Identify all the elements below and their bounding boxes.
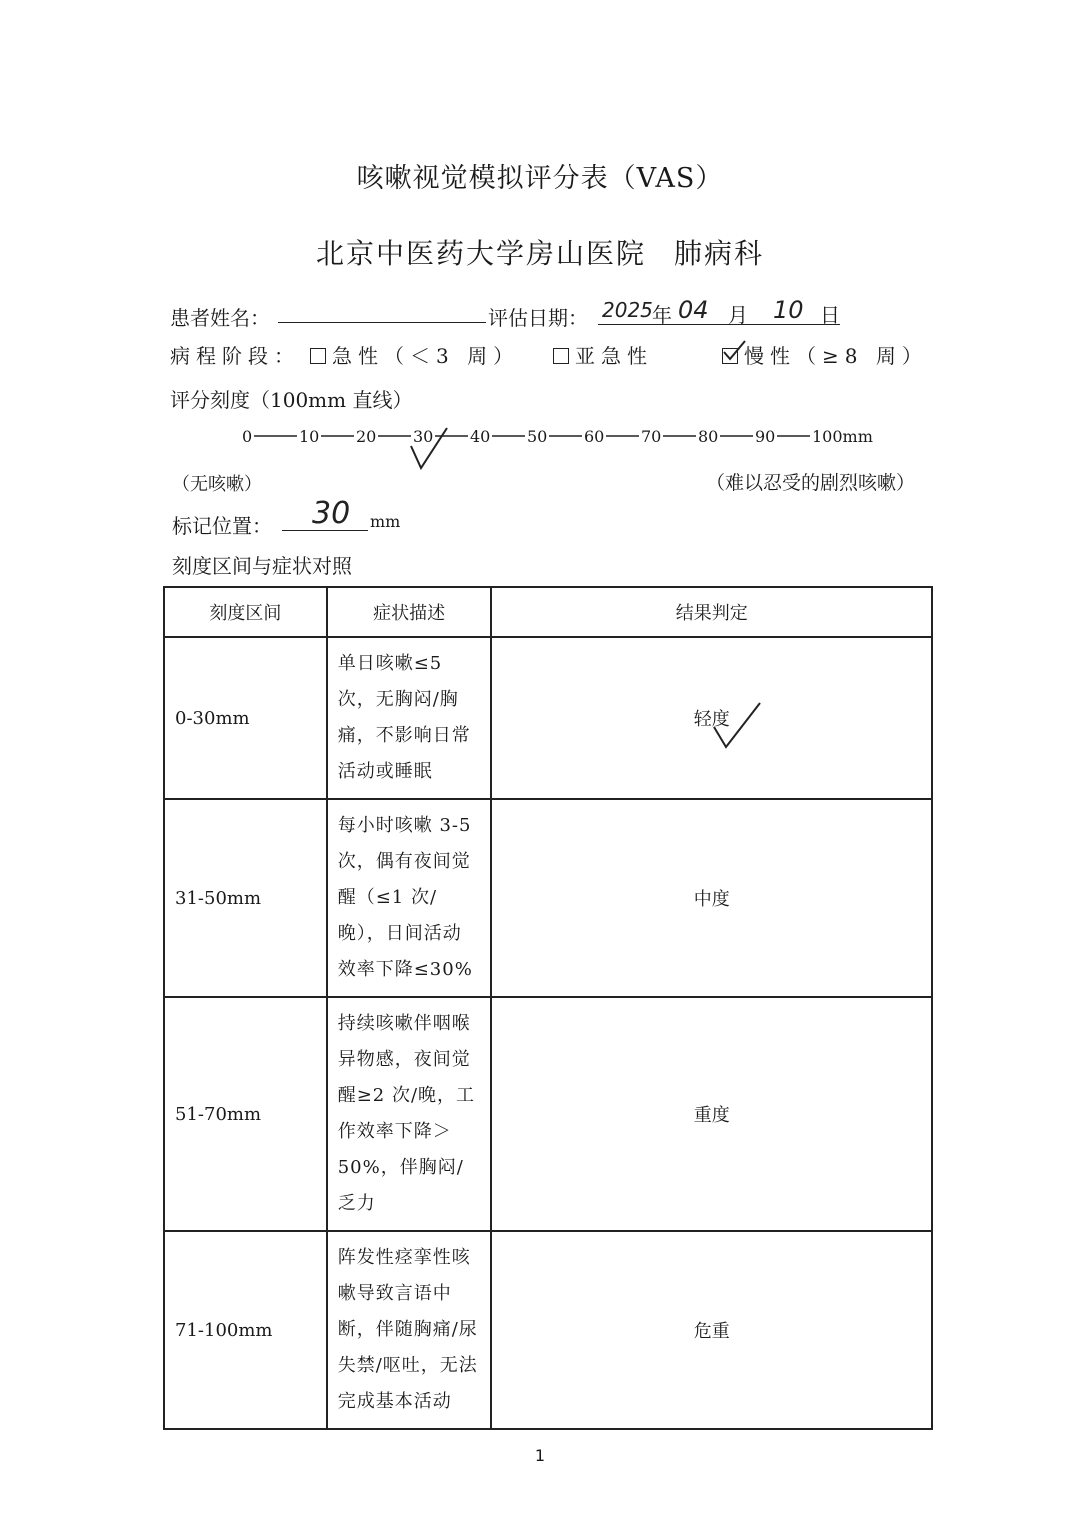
date-month: 04 bbox=[678, 296, 709, 324]
course-stage-row bbox=[170, 340, 928, 369]
course-stage-label: 病程阶段： bbox=[170, 344, 300, 368]
scale-tick-label: 10 bbox=[299, 427, 320, 446]
result-cell[interactable] bbox=[491, 799, 932, 997]
description-cell: 持续咳嗽伴咽喉异物感，夜间觉醒≥2 次/晚，工作效率下降＞50%，伴胸闷/乏力 bbox=[327, 997, 492, 1231]
stage-option-subacute[interactable]: 亚急性 bbox=[553, 340, 653, 369]
date-month-unit: 月 bbox=[728, 303, 748, 327]
date-label: 评估日期： bbox=[488, 306, 588, 330]
checkbox-checked-icon[interactable] bbox=[722, 348, 738, 364]
patient-name-field[interactable] bbox=[278, 322, 486, 323]
date-year: 2025 bbox=[602, 298, 653, 322]
scale-tick-label: 60 bbox=[584, 427, 605, 446]
page-number: 1 bbox=[534, 1446, 546, 1465]
scale-left-caption: （无咳嗽） bbox=[172, 474, 262, 495]
scale-tick-label: 20 bbox=[356, 427, 377, 446]
date-day: 10 bbox=[773, 296, 804, 324]
checkbox-icon[interactable] bbox=[553, 348, 569, 364]
result-label: 危重 bbox=[693, 1321, 730, 1342]
scale-tick-label: 80 bbox=[698, 427, 719, 446]
table-title: 刻度区间与症状对照 bbox=[172, 554, 352, 578]
date-day-unit: 日 bbox=[820, 303, 840, 327]
result-cell[interactable] bbox=[491, 637, 932, 799]
hospital-header bbox=[0, 232, 1080, 272]
table-header-row bbox=[164, 587, 932, 637]
scale-tick-label: 30 bbox=[413, 427, 434, 446]
scale-tick-label: 90 bbox=[755, 427, 776, 446]
result-label: 中度 bbox=[693, 889, 730, 910]
stage-option-chronic[interactable]: 慢性（≥8 周） bbox=[722, 340, 928, 369]
patient-name-label: 患者姓名： bbox=[170, 306, 270, 330]
mark-position-field[interactable] bbox=[282, 496, 368, 531]
checkmark-icon bbox=[708, 699, 764, 755]
mark-position-unit: mm bbox=[370, 512, 401, 531]
form-title: 咳嗽视觉模拟评分表（VAS） bbox=[356, 163, 724, 194]
description-cell: 单日咳嗽≤5 次，无胸闷/胸痛，不影响日常活动或睡眠 bbox=[327, 637, 492, 799]
vas-scale-svg bbox=[240, 424, 873, 474]
table-row bbox=[164, 637, 932, 799]
table-row bbox=[164, 997, 932, 1231]
date-field[interactable] bbox=[598, 296, 840, 325]
scale-tick-label: 50 bbox=[527, 427, 548, 446]
table-row bbox=[164, 1231, 932, 1429]
result-cell[interactable] bbox=[491, 1231, 932, 1429]
header-range: 刻度区间 bbox=[164, 587, 327, 637]
range-cell: 0-30mm bbox=[164, 637, 327, 799]
scale-tick-label: 40 bbox=[470, 427, 491, 446]
scale-label: 评分刻度（100mm 直线） bbox=[170, 388, 413, 412]
result-cell[interactable] bbox=[491, 997, 932, 1231]
scale-tick-label: 100mm bbox=[812, 427, 873, 446]
range-cell: 71-100mm bbox=[164, 1231, 327, 1429]
hospital-name: 北京中医药大学房山医院 bbox=[315, 237, 646, 270]
result-label: 重度 bbox=[693, 1105, 730, 1126]
scale-tick-label: 0 bbox=[242, 427, 253, 446]
range-cell: 51-70mm bbox=[164, 997, 327, 1231]
checkbox-icon[interactable] bbox=[310, 348, 326, 364]
date-year-unit: 年 bbox=[652, 303, 672, 327]
scale-tick-label: 70 bbox=[641, 427, 662, 446]
mark-position-label: 标记位置： bbox=[172, 514, 272, 538]
description-cell: 每小时咳嗽 3-5 次，偶有夜间觉醒（≤1 次/晚），日间活动效率下降≤30% bbox=[327, 799, 492, 997]
checkmark-icon bbox=[721, 339, 747, 365]
mark-position-value: 30 bbox=[312, 496, 351, 531]
table-row bbox=[164, 799, 932, 997]
header-result: 结果判定 bbox=[491, 587, 932, 637]
stage-option-acute[interactable]: 急性（＜3 周） bbox=[310, 340, 519, 369]
department-name: 肺病科 bbox=[674, 237, 765, 270]
vas-scale[interactable] bbox=[240, 424, 873, 474]
range-cell: 31-50mm bbox=[164, 799, 327, 997]
result-label: 轻度 bbox=[693, 709, 730, 730]
symptom-table bbox=[163, 586, 933, 1430]
scale-right-caption: （难以忍受的剧烈咳嗽） bbox=[706, 472, 916, 494]
header-description: 症状描述 bbox=[327, 587, 492, 637]
description-cell: 阵发性痉挛性咳嗽导致言语中断，伴随胸痛/尿失禁/呕吐，无法完成基本活动 bbox=[327, 1231, 492, 1429]
